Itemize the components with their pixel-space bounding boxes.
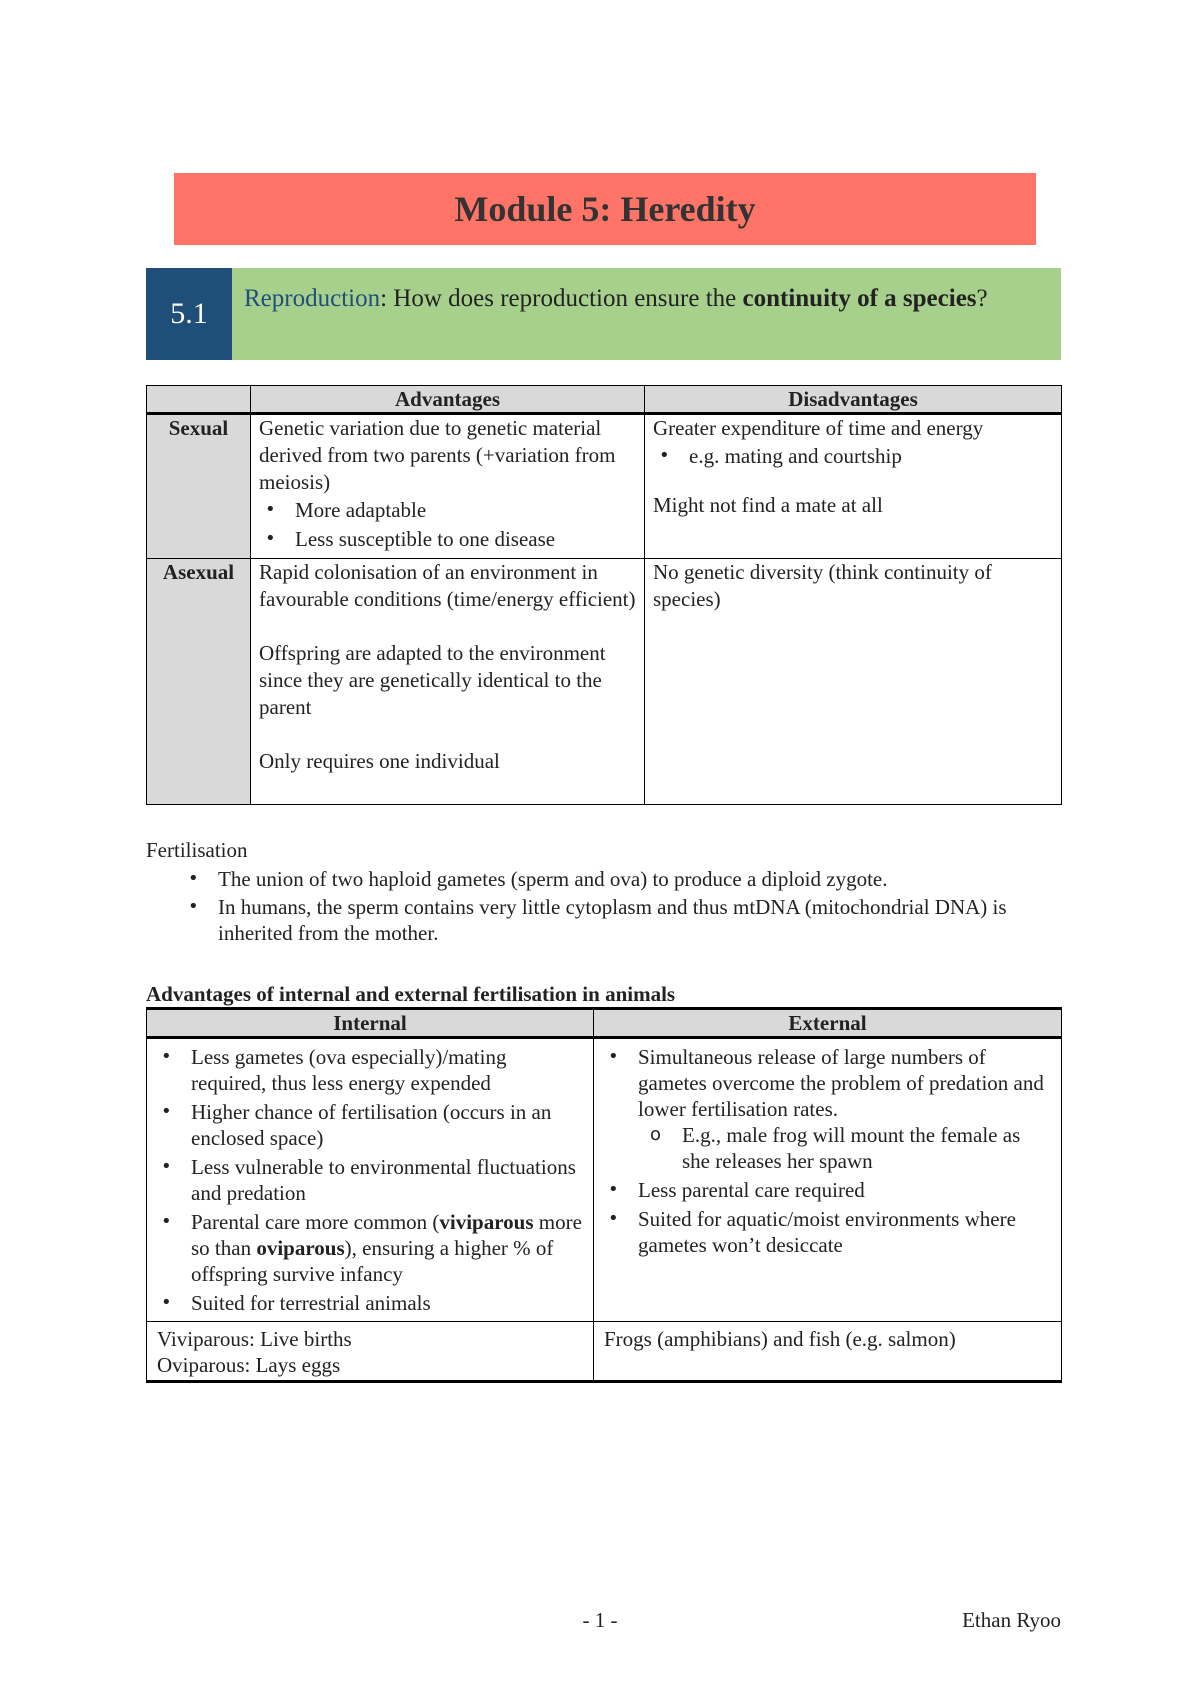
definition-viviparous: Viviparous: Live births: [157, 1327, 352, 1351]
list-item: • Less parental care required: [638, 1177, 1051, 1203]
table-row-sexual: [147, 414, 1062, 559]
sexual-advantages: [251, 414, 645, 559]
external-advantages: [594, 1038, 1062, 1322]
list-item: • Less susceptible to one disease: [295, 526, 636, 552]
asexual-advantages: [251, 559, 645, 805]
asexual-adv-para-1: Rapid colonisation of an environment in favourable conditions (time/energy efficient): [259, 560, 636, 611]
term-viviparous: viviparous: [439, 1210, 534, 1234]
table-row-examples: [147, 1322, 1062, 1382]
sub-list-item: o E.g., male frog will mount the female as she releases her spawn: [682, 1122, 1051, 1174]
list-item: • Parental care more common (viviparous more so than oviparous), ensuring a higher % of offspring survive infancy: [191, 1209, 583, 1287]
section-header: [146, 268, 1061, 360]
module-title: Module 5: Heredity: [454, 189, 756, 229]
asexual-adv-para-3: Only requires one individual: [259, 749, 500, 773]
header-empty: [147, 386, 251, 414]
list-item: • e.g. mating and courtship: [689, 443, 1053, 469]
header-disadvantages: Disadvantages: [645, 386, 1062, 414]
header-internal: Internal: [147, 1009, 594, 1038]
list-item: • Higher chance of fertilisation (occurs in an enclosed space): [191, 1099, 583, 1151]
fertilisation-section: [146, 836, 1061, 948]
author-name: Ethan Ryoo: [962, 1608, 1061, 1632]
header-advantages: Advantages: [251, 386, 645, 414]
definitions-cell: [147, 1322, 594, 1382]
list-item: • More adaptable: [295, 497, 636, 523]
fertilisation-table-heading: Advantages of internal and external fertilisation in animals: [146, 982, 676, 1006]
table-row-asexual: [147, 559, 1062, 805]
list-item: • Less vulnerable to environmental fluctuations and predation: [191, 1154, 583, 1206]
examples-cell: Frogs (amphibians) and fish (e.g. salmon): [594, 1322, 1062, 1382]
table-header-row: [147, 386, 1062, 414]
list-item: • Simultaneous release of large numbers of gametes overcome the problem of predation and lower fertilisation rates. o E.g., male frog will mount the female as she releases her spawn: [638, 1044, 1051, 1174]
definition-oviparous: Oviparous: Lays eggs: [157, 1353, 341, 1377]
row-label-sexual: Sexual: [147, 414, 251, 559]
list-item: • Less gametes (ova especially)/mating required, thus less energy expended: [191, 1044, 583, 1096]
reproduction-table: [146, 385, 1062, 805]
section-number: 5.1: [146, 268, 232, 360]
sexual-dis-text-2: Might not find a mate at all: [653, 493, 883, 517]
section-question: [232, 268, 1061, 360]
header-external: External: [594, 1009, 1062, 1038]
list-item: • The union of two haploid gametes (sperm and ova) to produce a diploid zygote.: [218, 866, 1061, 892]
list-item: • Suited for aquatic/moist environments where gametes won’t desiccate: [638, 1206, 1051, 1258]
sexual-adv-text: Genetic variation due to genetic material derived from two parents (+variation from meiosis): [259, 416, 616, 494]
sexual-disadvantages: [645, 414, 1062, 559]
list-item: • Suited for terrestrial animals: [191, 1290, 583, 1316]
asexual-adv-para-2: Offspring are adapted to the environment since they are genetically identical to the parent: [259, 641, 606, 719]
fertilisation-table: [146, 1007, 1062, 1383]
question-end: ?: [976, 285, 988, 312]
module-title-banner: [174, 173, 1036, 245]
row-label-asexual: Asexual: [147, 559, 251, 805]
table-header-row: [147, 1009, 1062, 1038]
sexual-dis-text: Greater expenditure of time and energy: [653, 416, 984, 440]
fertilisation-heading: Fertilisation: [146, 838, 248, 862]
internal-advantages: [147, 1038, 594, 1322]
list-item: • In humans, the sperm contains very little cytoplasm and thus mtDNA (mitochondrial DNA) is inherited from the mother.: [218, 894, 1061, 946]
question-text: : How does reproduction ensure the: [380, 285, 743, 312]
page-number: - 1 -: [582, 1608, 618, 1632]
term-oviparous: oviparous: [256, 1236, 345, 1260]
question-bold: continuity of a species: [742, 285, 977, 312]
table-row: [147, 1038, 1062, 1322]
asexual-disadvantages: No genetic diversity (think continuity of species): [645, 559, 1062, 805]
section-title: Reproduction: [244, 285, 381, 312]
